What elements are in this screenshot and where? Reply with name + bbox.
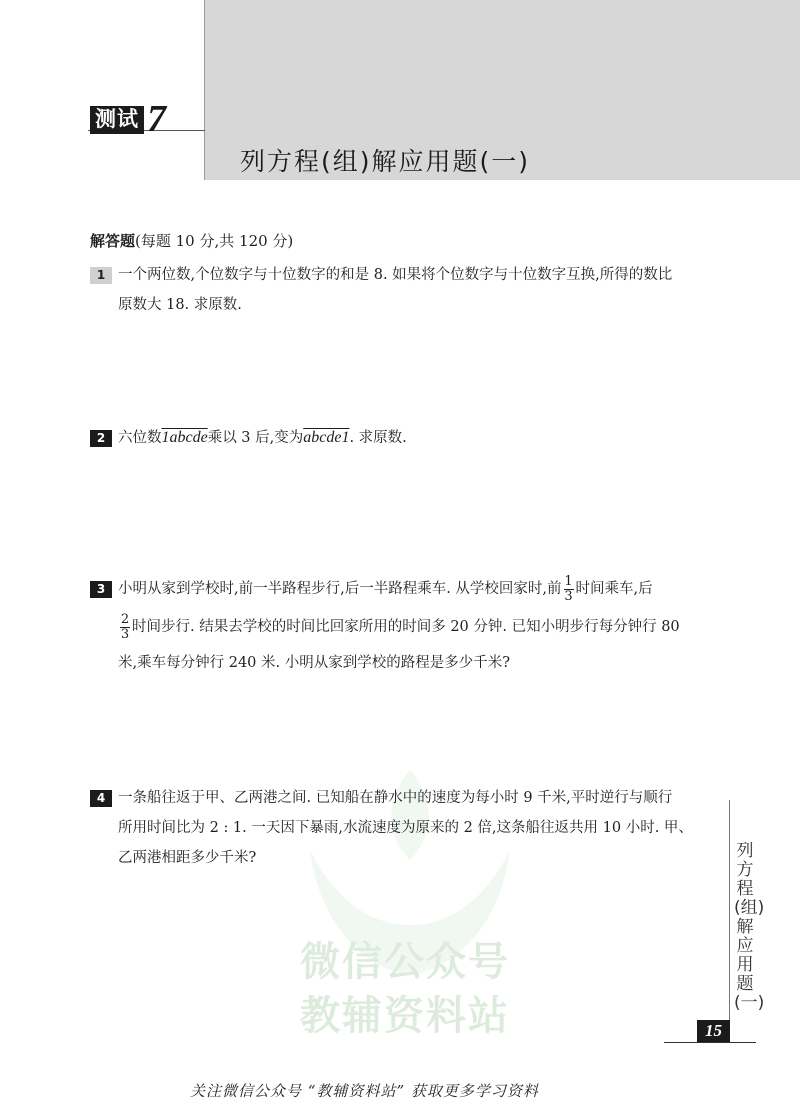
math-letters: abcde [169,429,208,446]
question-number-badge: 3 [90,581,112,598]
question-text: 一个两位数,个位数字与十位数字的和是 8. 如果将个位数字与十位数字互换,所得的数比 [118,267,673,283]
section-heading [90,230,293,251]
question-2 [90,423,720,453]
footer-note: 关注微信公众号 “教辅资料站” 获取更多学习资料 [190,1082,539,1100]
question-text: 乘以 3 后,变为 [207,430,304,446]
question-number-badge: 2 [90,430,112,447]
math-digit: 1 [341,429,350,446]
section-title: 解答题 [90,232,136,250]
fraction-numerator: 2 [120,611,130,627]
fraction-denominator: 3 [564,588,573,604]
chapter-title: 列方程(组)解应用题(一) [240,147,531,176]
question-text: 所用时间比为 2 : 1. 一天因下暴雨,水流速度为原来的 2 倍,这条船往返共用 10 小时. 甲、 [118,820,693,836]
question-number-badge: 4 [90,790,112,807]
question-text: . 求原数. [349,430,407,446]
test-badge: 测试 [90,106,144,134]
question-text: 小明从家到学校时,前一半路程步行,后一半路程乘车. 从学校回家时,前 [118,581,562,597]
question-text: 一条船往返于甲、乙两港之间. 已知船在静水中的速度为每小时 9 千米,平时逆行与顺行 [118,790,673,806]
header-divider [204,0,205,180]
question-text: 乙两港相距多少千米? [118,850,257,866]
math-number-a [162,423,208,453]
fraction-numerator: 1 [564,573,573,589]
math-letters: abcde [303,429,342,446]
question-text: 原数大 18. 求原数. [118,297,242,313]
fraction-one-third [564,575,574,604]
watermark-text-line1: 微信公众号 [300,939,510,985]
section-note: (每题 10 分,共 120 分) [135,232,294,250]
question-text: 时间乘车,后 [575,581,653,597]
question-number-badge: 1 [90,267,112,284]
question-text: 六位数 [118,430,162,446]
question-1 [90,260,720,320]
question-text: 时间步行. 结果去学校的时间比回家所用的时间多 20 分钟. 已知小明步行每分钟行 80 [132,619,680,635]
side-divider [729,800,730,1036]
question-3 [90,570,720,680]
question-text: 米,乘车每分钟行 240 米. 小明从家到学校的路程是多少千米? [118,655,510,671]
side-chapter-title: 列方程(组)解应用题(一) [734,841,765,1013]
watermark-text-line2: 教辅资料站 [300,993,510,1039]
fraction-denominator: 3 [120,626,130,642]
page-number: 15 [697,1020,730,1042]
fraction-two-thirds [120,613,130,642]
math-number-b [303,423,349,453]
math-digit: 1 [161,429,170,446]
page-rule [664,1042,756,1043]
test-number: 7 [147,98,166,140]
question-4 [90,783,715,873]
test-label [90,98,166,140]
